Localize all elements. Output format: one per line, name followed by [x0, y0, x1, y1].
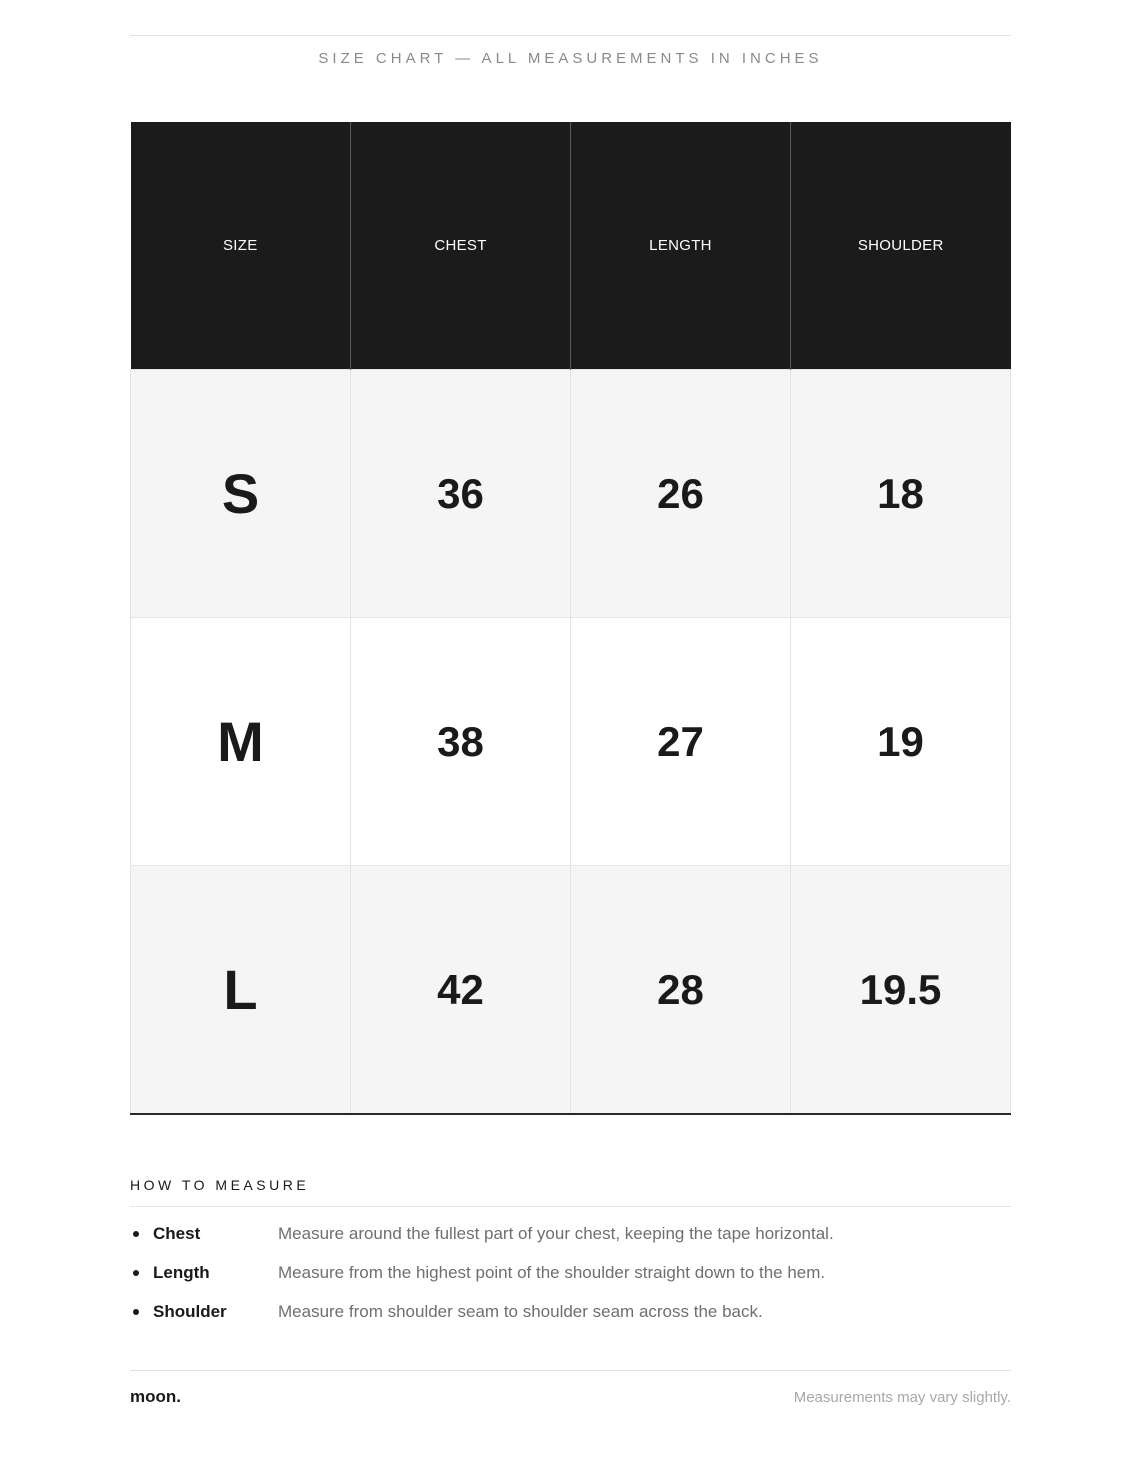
footer-divider — [130, 1370, 1011, 1371]
brand-logo-text: moon. — [130, 1387, 181, 1406]
size-cell: S — [131, 370, 351, 618]
shoulder-cell: 18 — [791, 370, 1011, 618]
measure-term: Shoulder — [153, 1302, 227, 1321]
column-header-length: LENGTH — [571, 122, 791, 370]
chest-cell: 36 — [351, 370, 571, 618]
footer-disclaimer: Measurements may vary slightly. — [793, 1389, 1011, 1406]
column-header-chest: CHEST — [351, 122, 571, 370]
how-to-measure-heading: HOW TO MEASURE — [130, 1177, 310, 1193]
size-table — [130, 122, 1011, 1115]
table-header-row — [131, 122, 1011, 370]
how-to-measure-list — [130, 1222, 1011, 1339]
chest-cell: 42 — [351, 866, 571, 1115]
column-header-size: SIZE — [131, 122, 351, 370]
shoulder-cell: 19 — [791, 618, 1011, 866]
measure-description: Measure around the fullest part of your chest, keeping the tape horizontal. — [278, 1224, 834, 1243]
bullet-icon — [133, 1231, 139, 1237]
chest-cell: 38 — [351, 618, 571, 866]
chart-title: SIZE CHART — ALL MEASUREMENTS IN INCHES — [318, 50, 823, 67]
table-row — [131, 866, 1011, 1115]
length-cell: 26 — [571, 370, 791, 618]
measure-term: Length — [153, 1263, 210, 1282]
bullet-icon — [133, 1309, 139, 1315]
shoulder-cell: 19.5 — [791, 866, 1011, 1115]
length-cell: 27 — [571, 618, 791, 866]
length-cell: 28 — [571, 866, 791, 1115]
table-row — [131, 370, 1011, 618]
table-row — [131, 618, 1011, 866]
size-cell: M — [131, 618, 351, 866]
measure-term: Chest — [153, 1224, 201, 1243]
list-item — [130, 1261, 1011, 1300]
top-divider — [130, 35, 1011, 36]
list-item — [130, 1222, 1011, 1261]
bullet-icon — [133, 1270, 139, 1276]
column-header-shoulder: SHOULDER — [791, 122, 1011, 370]
list-item — [130, 1300, 1011, 1339]
measure-description: Measure from the highest point of the shoulder straight down to the hem. — [278, 1263, 826, 1282]
measure-description: Measure from shoulder seam to shoulder seam across the back. — [278, 1302, 763, 1321]
size-cell: L — [131, 866, 351, 1115]
how-to-measure-divider — [130, 1206, 1011, 1207]
